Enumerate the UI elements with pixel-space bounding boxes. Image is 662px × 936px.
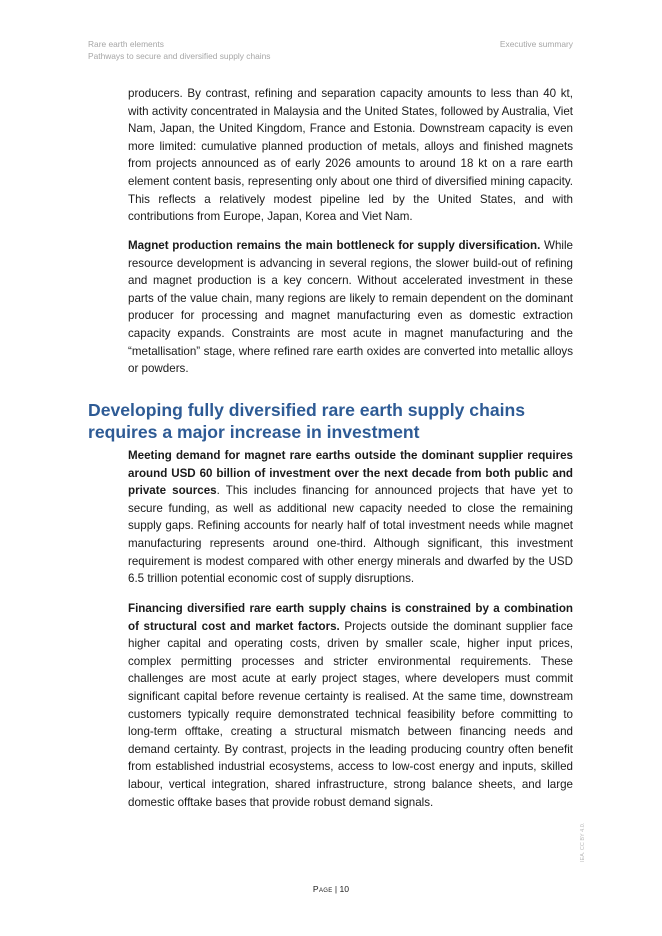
- running-header-section: Executive summary: [499, 39, 573, 49]
- paragraph-lead-bold: Financing diversified rare earth supply chains is constrained by a combination of structural cost and market factors.: [128, 602, 573, 633]
- report-title: Rare earth elements: [88, 39, 164, 49]
- body-paragraph-2: [128, 237, 573, 378]
- body-paragraph-1: producers. By contrast, refining and separation capacity amounts to less than 40 kt, with activity concentrated in Malaysia and the United States, followed by Australia, Viet Nam, Japan, the United Kingdom, France and Estonia. Downstream capacity is even more limited: cumulative planned production of metals, alloys and finished magnets from projects announced as of early 2026 amounts to around 18 kt on a rare earth element content basis, representing only about one third of diversified mining capacity. This reflects a relatively modest pipeline led by the United States, and with contributions from Europe, Japan, Korea and Viet Nam.: [128, 87, 573, 224]
- body-paragraph-4: [128, 600, 573, 811]
- page-separator: |: [332, 884, 340, 894]
- paragraph-text: . This includes financing for announced projects that have yet to secure funding, as well as additional new capacity needed to close the remaining supply gaps. Refining accounts for nearly half of total investment needs while magnet manufacturing represents around one-third. Although significant, this investment requirement is modest compared with other energy minerals and dwarfed by the USD 6.5 trillion potential economic cost of supply disruptions.: [128, 484, 573, 586]
- page-footer: [0, 884, 662, 894]
- paragraph-lead-bold: Meeting demand for magnet rare earths outside the dominant supplier requires around USD 60 billion of investment over the next decade from both public and private sources: [128, 449, 573, 498]
- running-header-title: [88, 39, 271, 62]
- body-paragraph-3: [128, 447, 573, 588]
- paragraph-text: Projects outside the dominant supplier face higher capital and operating costs, driven by smaller scale, higher input prices, complex permitting processes and stricter environmental requirements. These challenges are most acute at early project stages, where developers must commit significant capital before revenue certainty is realised. At the same time, downstream customers typically require demonstrated technical feasibility before committing to long-term offtake, creating a structural mismatch between financing needs and demand certainty. By contrast, projects in the leading producing country often benefit from established industrial ecosystems, access to low-cost energy and inputs, skilled labour, vertical integration, shared infrastructure, strong balance sheets, and large domestic offtake bases that provide robust demand signals.: [128, 619, 573, 809]
- license-note: IEA. CC BY 4.0.: [580, 822, 586, 862]
- paragraph-lead-bold: Magnet production remains the main bottleneck for supply diversification.: [128, 239, 541, 252]
- report-subtitle: Pathways to secure and diversified supply chains: [88, 50, 271, 61]
- page-number: 10: [339, 884, 350, 894]
- paragraph-text: While resource development is advancing in several regions, the slower build-out of refining and magnet production is a key concern. Without accelerated investment in these parts of the value chain, many regions are likely to remain dependent on the dominant producer for processing and magnet manufacturing even as domestic extraction capacity expands. Constraints are most acute in magnet manufacturing and the “metallisation” stage, where refined rare earth oxides are converted into metallic alloys or powders.: [128, 239, 573, 376]
- page-label: Page: [312, 884, 333, 894]
- section-heading: Developing fully diversified rare earth supply chains requires a major increase in investment: [88, 400, 526, 442]
